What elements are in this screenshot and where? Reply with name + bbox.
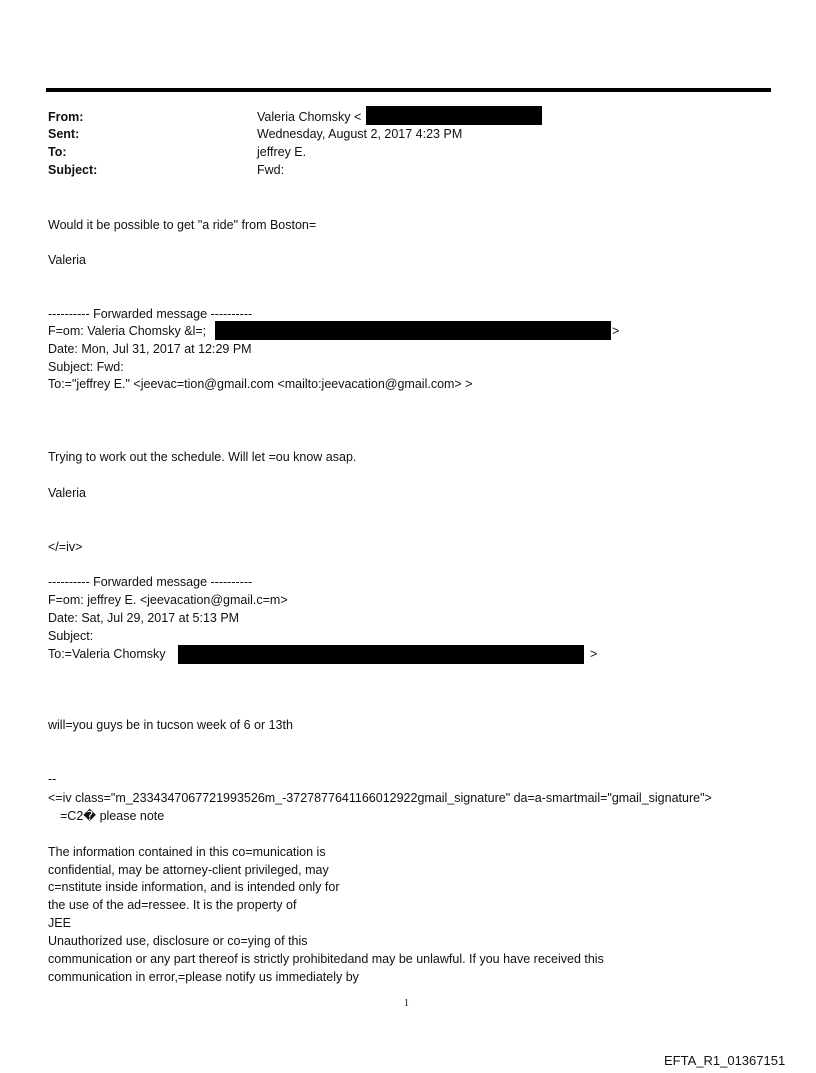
body-line: Trying to work out the schedule. Will let =ou know asap. (48, 450, 357, 464)
disclaimer-line: confidential, may be attorney-client privileged, may (48, 863, 329, 877)
forward-date: Date: Sat, Jul 29, 2017 at 5:13 PM (48, 611, 240, 625)
signature-name: Valeria (48, 253, 86, 267)
forward-date: Date: Mon, Jul 31, 2017 at 12:29 PM (48, 342, 252, 356)
sent-value: Wednesday, August 2, 2017 4:23 PM (257, 127, 463, 141)
signature-note: =C2� please note (60, 809, 165, 823)
disclaimer-line: communication or any part thereof is strictly prohibitedand may be unlawful. If you have received this (48, 952, 604, 966)
sent-label: Sent: (48, 127, 80, 141)
body-line: will=you guys be in tucson week of 6 or 13th (48, 718, 293, 732)
redaction-box (366, 106, 542, 125)
disclaimer-line: the use of the ad=ressee. It is the property of (48, 898, 297, 912)
forward-from: F=om: jeffrey E. <jeevacation@gmail.c=m> (48, 593, 288, 607)
forward-to-end: > (590, 647, 598, 661)
to-value: jeffrey E. (257, 145, 307, 159)
disclaimer-line: JEE (48, 916, 71, 930)
page-number: 1 (404, 998, 409, 1009)
disclaimer-line: The information contained in this co=munication is (48, 845, 326, 859)
disclaimer-line: c=nstitute inside information, and is intended only for (48, 880, 340, 894)
disclaimer-line: Unauthorized use, disclosure or co=ying of this (48, 934, 308, 948)
redaction-box (215, 321, 611, 340)
body-line: Would it be possible to get "a ride" from Boston= (48, 218, 317, 232)
signature-dashes: -- (48, 772, 57, 786)
subject-value: Fwd: (257, 163, 285, 177)
to-label: To: (48, 145, 67, 159)
signature-div-text: <=iv class="m_2334347067721993526m_-3727877641166012922gmail_signature" da=a-smartmail="gmail_signature"> (48, 791, 712, 805)
redaction-box (178, 645, 584, 664)
header-rule (46, 88, 771, 92)
forward-from-end: > (612, 324, 620, 338)
forward-from: F=om: Valeria Chomsky &l=; (48, 324, 207, 338)
forward-divider: ---------- Forwarded message ---------- (48, 307, 253, 321)
from-label: From: (48, 110, 84, 124)
forward-to: To:="jeffrey E." <jeevac=tion@gmail.com <mailto:jeevacation@gmail.com> > (48, 377, 473, 391)
forward-divider: ---------- Forwarded message ---------- (48, 575, 253, 589)
disclaimer-line: communication in error,=please notify us immediately by (48, 970, 359, 984)
forward-to: To:=Valeria Chomsky (48, 647, 166, 661)
bates-number: EFTA_R1_01367151 (664, 1053, 786, 1068)
subject-label: Subject: (48, 163, 98, 177)
from-value: Valeria Chomsky < (257, 110, 362, 124)
forward-subject: Subject: Fwd: (48, 360, 124, 374)
signature-name: Valeria (48, 486, 86, 500)
html-tag-text: </=iv> (48, 540, 83, 554)
forward-subject: Subject: (48, 629, 94, 643)
